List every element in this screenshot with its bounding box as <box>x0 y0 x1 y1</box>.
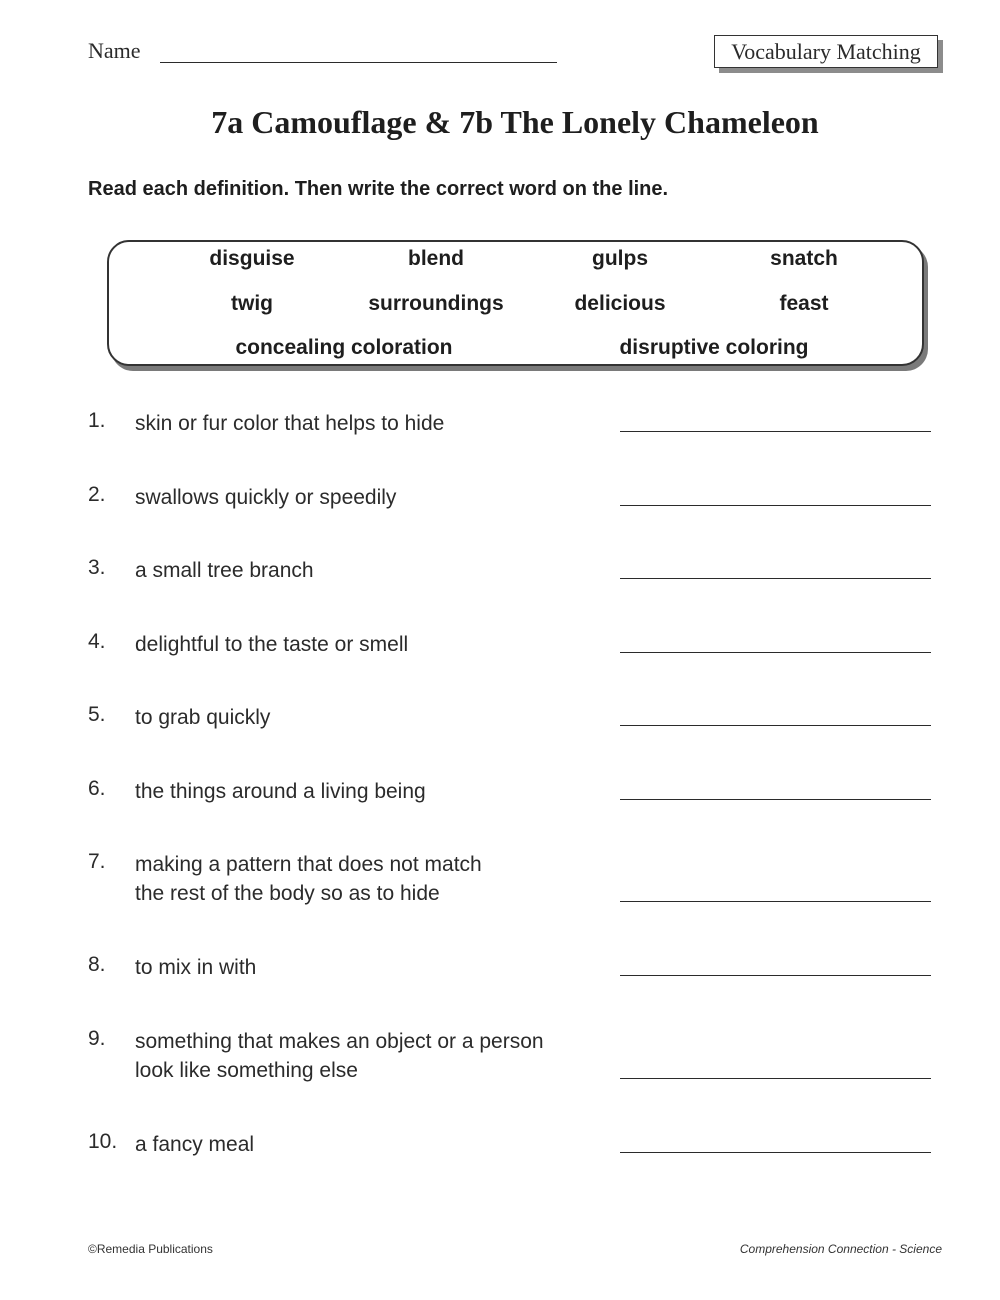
answer-line[interactable] <box>620 975 931 976</box>
word-bank-word: disguise <box>209 247 295 270</box>
item-number: 10. <box>88 1130 118 1153</box>
definition-text <box>135 953 615 982</box>
item-number: 3. <box>88 556 106 579</box>
answer-line[interactable] <box>620 505 931 506</box>
word-bank-word: surroundings <box>368 292 504 315</box>
item-number: 9. <box>88 1027 106 1050</box>
item-number: 6. <box>88 777 106 800</box>
definition-line: to mix in with <box>135 956 257 979</box>
answer-line[interactable] <box>620 431 931 432</box>
definition-line: swallows quickly or speedily <box>135 486 397 509</box>
item-number: 5. <box>88 703 106 726</box>
word-bank-box <box>107 240 924 366</box>
name-label: Name <box>88 38 141 63</box>
definition-line: delightful to the taste or smell <box>135 633 409 656</box>
definition-text <box>135 850 615 908</box>
word-bank-word: twig <box>231 292 273 315</box>
definition-line: to grab quickly <box>135 706 271 729</box>
definition-text <box>135 703 615 732</box>
word-bank-word: disruptive coloring <box>619 336 809 359</box>
item-number: 8. <box>88 953 106 976</box>
definition-text <box>135 630 615 659</box>
copyright-footer: ©Remedia Publications <box>88 1242 213 1256</box>
word-bank-word: blend <box>408 247 464 270</box>
definition-line: something that makes an object or a person <box>135 1030 544 1053</box>
worksheet-type-badge: Vocabulary Matching <box>714 35 938 68</box>
answer-line[interactable] <box>620 799 931 800</box>
word-bank-word: concealing coloration <box>235 336 453 359</box>
word-bank-word: snatch <box>770 247 838 270</box>
answer-line[interactable] <box>620 725 931 726</box>
series-footer: Comprehension Connection - Science <box>739 1242 942 1256</box>
definition-text <box>135 1027 655 1085</box>
definition-line: a fancy meal <box>135 1133 255 1156</box>
definition-line: making a pattern that does not match <box>135 853 482 876</box>
definition-line: the rest of the body so as to hide <box>135 882 440 905</box>
name-field-line[interactable] <box>160 62 557 63</box>
definition-text <box>135 483 615 512</box>
answer-line[interactable] <box>620 1152 931 1153</box>
word-bank-word: feast <box>779 292 829 315</box>
answer-line[interactable] <box>620 901 931 902</box>
definition-line: look like something else <box>135 1059 358 1082</box>
item-number: 2. <box>88 483 106 506</box>
item-number: 1. <box>88 409 106 432</box>
definition-text <box>135 1130 615 1159</box>
item-number: 7. <box>88 850 106 873</box>
definition-text <box>135 556 615 585</box>
definition-text <box>135 777 615 806</box>
word-bank-word: delicious <box>574 292 666 315</box>
definition-text <box>135 409 615 438</box>
item-number: 4. <box>88 630 106 653</box>
definition-line: a small tree branch <box>135 559 314 582</box>
instructions: Read each definition. Then write the correct word on the line. <box>88 178 669 200</box>
answer-line[interactable] <box>620 1078 931 1079</box>
answer-line[interactable] <box>620 652 931 653</box>
definition-line: the things around a living being <box>135 780 426 803</box>
definition-line: skin or fur color that helps to hide <box>135 412 445 435</box>
worksheet-title: 7a Camouflage & 7b The Lonely Chameleon <box>211 104 819 140</box>
word-bank-word: gulps <box>592 247 648 270</box>
answer-line[interactable] <box>620 578 931 579</box>
